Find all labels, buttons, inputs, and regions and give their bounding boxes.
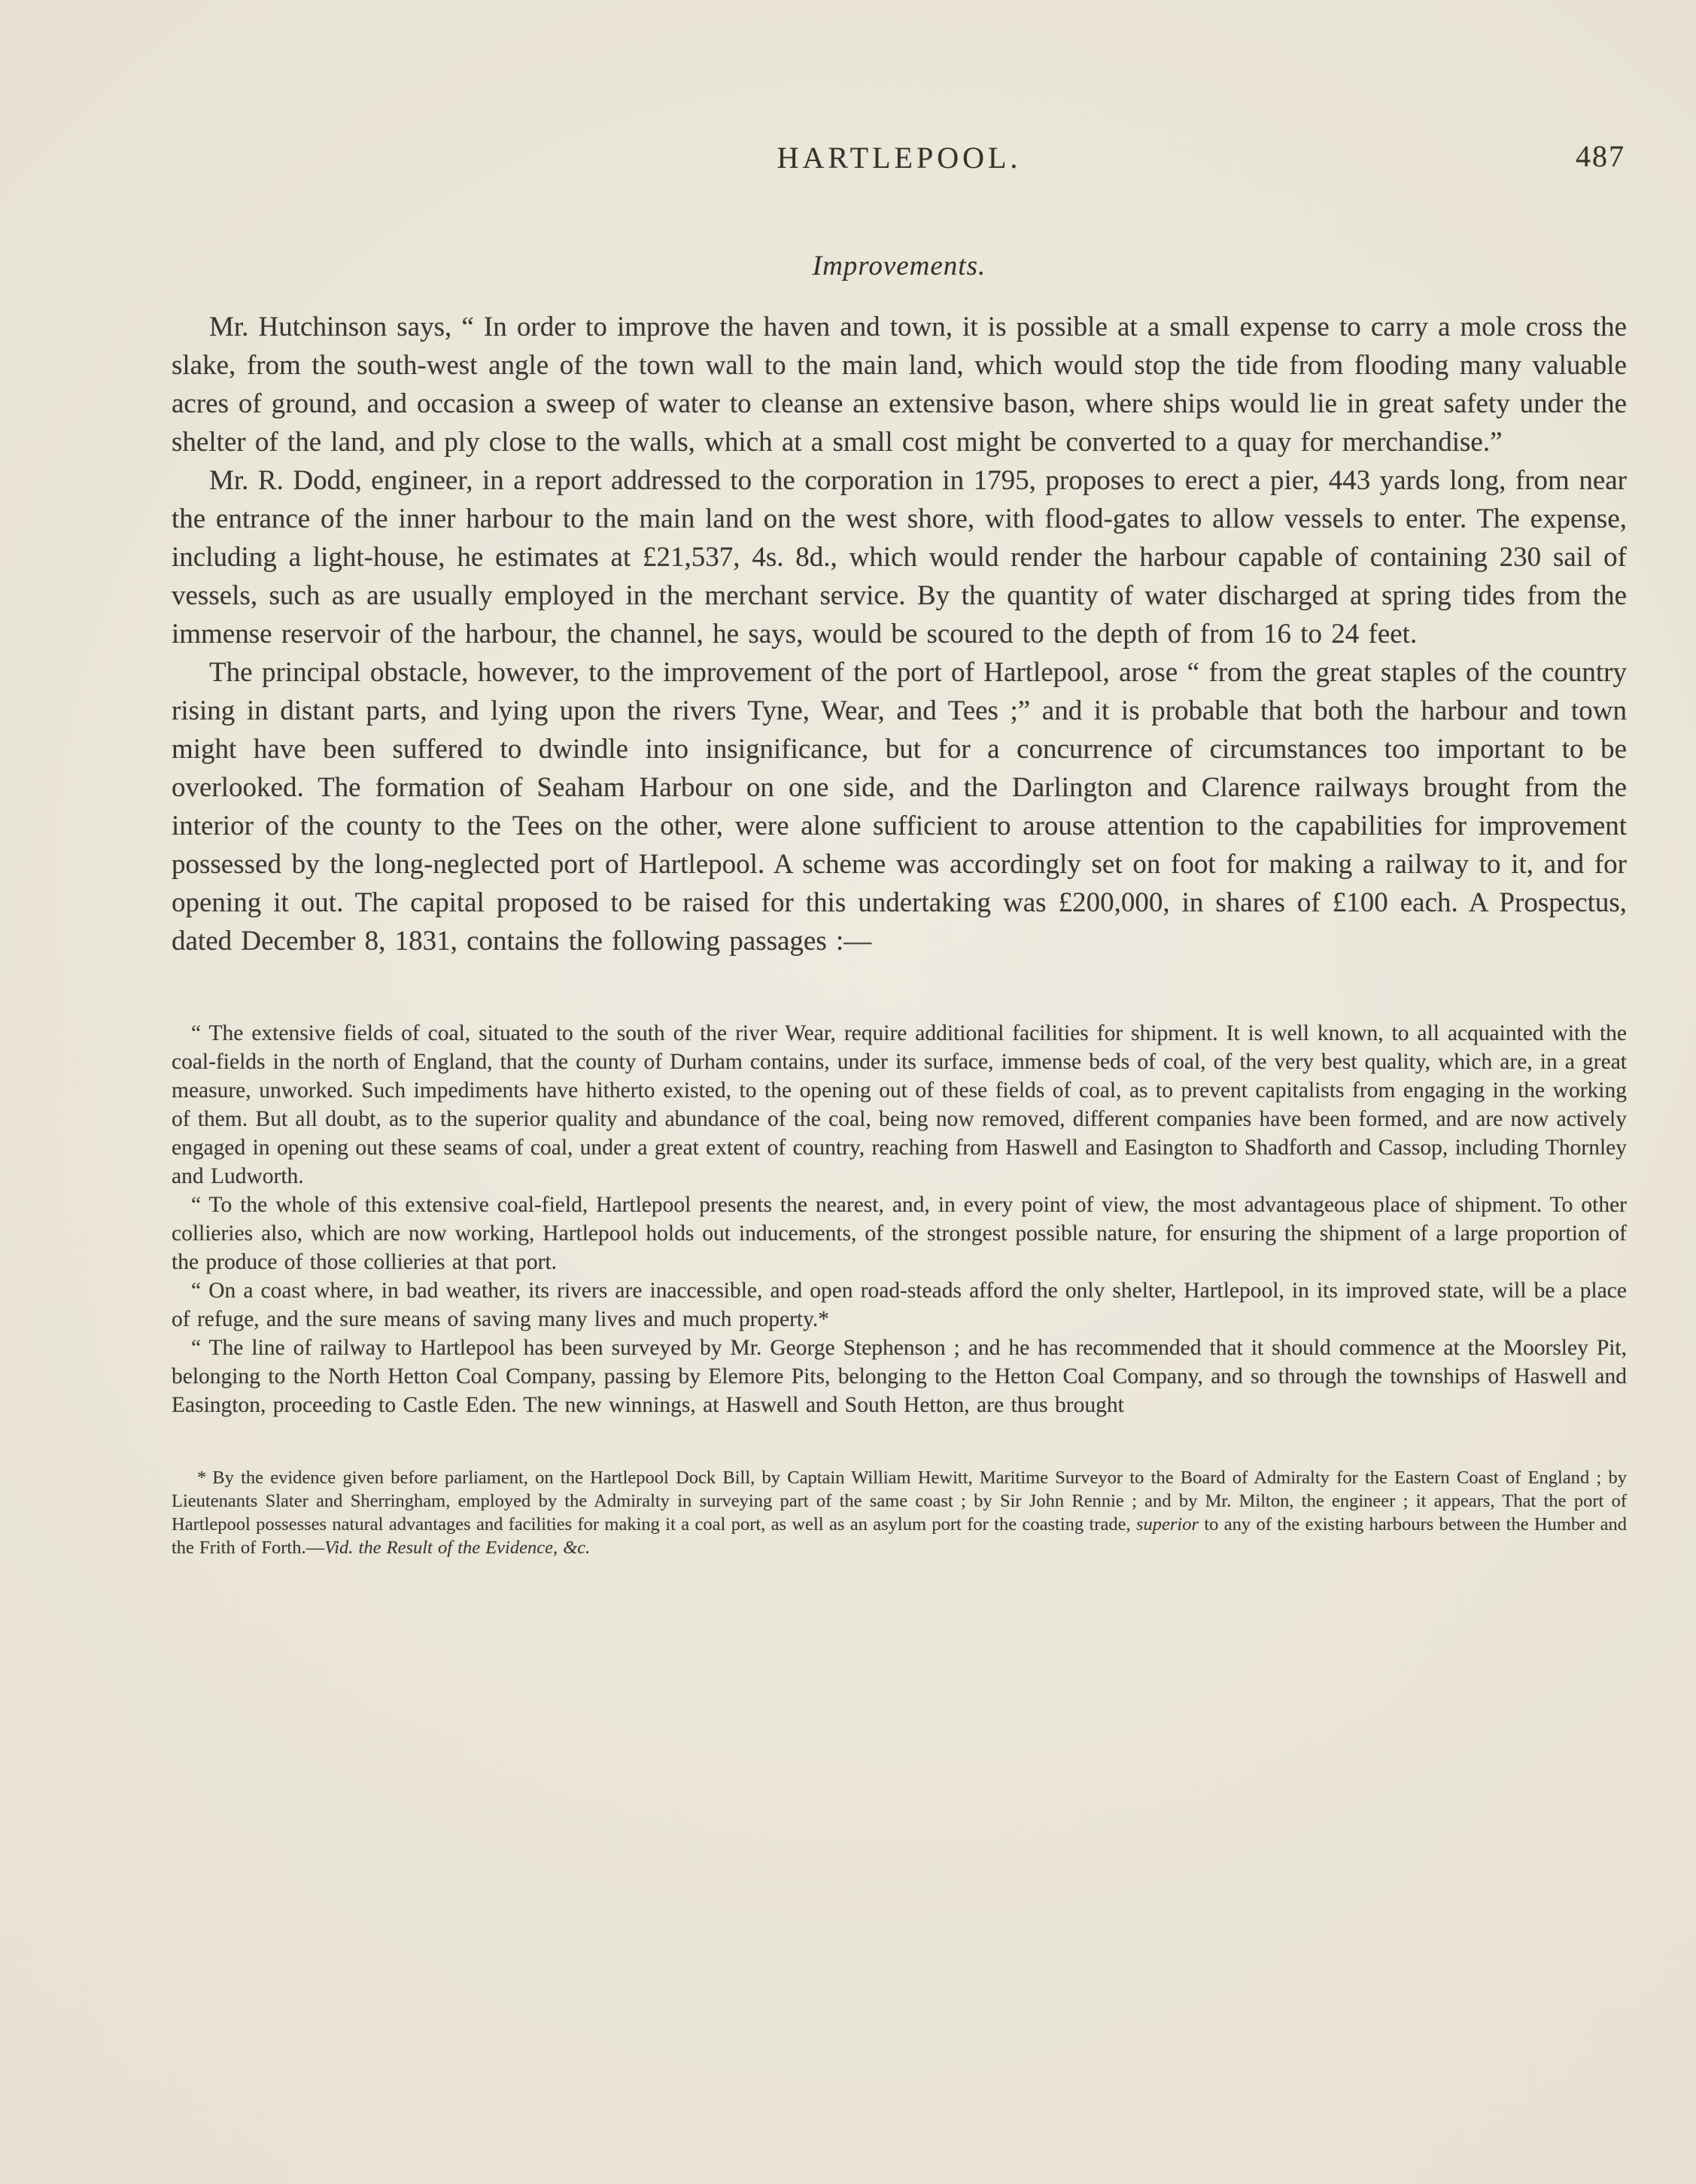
page-content (172, 0, 1627, 1559)
section-title: Improvements. (812, 251, 986, 281)
paragraph-dodd: Mr. R. Dodd, engineer, in a report addressed to the corporation in 1795, proposes to erect a pier, 443 yards long, from near the entrance of the inner harbour to the main land on the west shore, with flood-gates to allow vessels to enter. The expense, including a light-house, he estimates at £21,537, 4s. 8d., which would render the harbour capable of containing 230 sail of vessels, such as are usually employed in the merchant service. By the quantity of water discharged at spring tides from the immense reservoir of the harbour, the channel, he says, would be scoured to the depth of from 16 to 24 feet. (172, 465, 1627, 649)
page-number: 487 (1576, 139, 1625, 173)
footnote-text (172, 1466, 1627, 1559)
footnote-marker: * (197, 1468, 207, 1488)
footnote-part-1: By the evidence given before parliament, on the Hartlepool Dock Bill, by Captain William Hewitt, Maritime Surveyor to the Board of Admiralty for the Eastern Coast of England ; by Lieutenants Slater and Sherringham, employed by the Admiralty in surveying part of the same coast ; by Sir John Rennie ; and by Mr. Milton, the engineer ; it appears, That the port of Hartlepool possesses natural advantages and facilities for making it a coal port, as well as an asylum port for the coasting trade, (172, 1468, 1627, 1535)
quote-paragraph-coalfields: “ The extensive fields of coal, situated to the south of the river Wear, require additional facilities for shipment. It is well known, to all acquainted with the coal-fields in the north of England, that the county of Durham contains, under its surface, immense beds of coal, of the very best quality, which are, in a great measure, unworked. Such impediments have hitherto existed, to the opening out of these fields of coal, as to prevent capitalists from engaging in the working of them. But all doubt, as to the superior quality and abundance of the coal, being now removed, different companies have been formed, and are now actively engaged in opening out these seams of coal, under a great extent of country, reaching from Haswell and Easington to Shadforth and Cassop, including Thornley and Ludworth. (172, 1021, 1627, 1188)
footnote-italic-vid: Vid. the Result of the Evidence, &c. (324, 1538, 591, 1558)
quote-paragraph-shipment: “ To the whole of this extensive coal-field, Hartlepool presents the nearest, and, in every point of view, the most advantageous place of shipment. To other collieries also, which are now working, Hartlepool holds out inducements, of the strongest possible nature, for ensuring the shipment of a large proportion of the produce of those collieries at that port. (172, 1193, 1627, 1274)
running-title: HARTLEPOOL. (777, 141, 1022, 175)
quote-paragraph-refuge: “ On a coast where, in bad weather, its rivers are inaccessible, and open road-steads afford the only shelter, Hartlepool, in its improved state, will be a place of refuge, and the sure means of saving many lives and much property.* (172, 1279, 1627, 1331)
footnote-italic-superior: superior (1135, 1514, 1199, 1535)
paragraph-obstacle: The principal obstacle, however, to the improvement of the port of Hartlepool, arose “ from the great staples of the country rising in distant parts, and lying upon the rivers Tyne, Wear, and Tees ;” and it is probable that both the harbour and town might have been suffered to dwindle into insignificance, but for a concurrence of circumstances too important to be overlooked. The formation of Seaham Harbour on one side, and the Darlington and Clarence railways brought from the interior of the county to the Tees on the other, were alone sufficient to arouse attention to the capabilities for improvement possessed by the long-neglected port of Hartlepool. A scheme was accordingly set on foot for making a railway to it, and for opening it out. The capital proposed to be raised for this undertaking was £200,000, in shares of £100 each. A Prospectus, dated December 8, 1831, contains the following passages :— (172, 657, 1627, 957)
paragraph-hutchinson: Mr. Hutchinson says, “ In order to improve the haven and town, it is possible at a small expense to carry a mole cross the slake, from the south-west angle of the town wall to the main land, which would stop the tide from flooding many valuable acres of ground, and occasion a sweep of water to cleanse an extensive bason, where ships would lie in great safety under the shelter of the land, and ply close to the walls, which at a small cost might be converted to a quay for merchandise.” (172, 312, 1627, 458)
footnote (172, 1466, 1627, 1559)
prospectus-extract (172, 1019, 1627, 1419)
quote-paragraph-railway: “ The line of railway to Hartlepool has been surveyed by Mr. George Stephenson ; and he has recommended that it should commence at the Moorsley Pit, belonging to the North Hetton Coal Company, passing by Elemore Pits, belonging to the Hetton Coal Company, and so through the townships of Haswell and Easington, proceeding to Castle Eden. The new winnings, at Haswell and South Hetton, are thus brought (172, 1336, 1627, 1417)
footnote-part-2: to any of the existing harbours between the Humber and the Frith of Forth.— (172, 1514, 1627, 1558)
main-text (172, 308, 1627, 960)
running-head (172, 140, 1627, 181)
